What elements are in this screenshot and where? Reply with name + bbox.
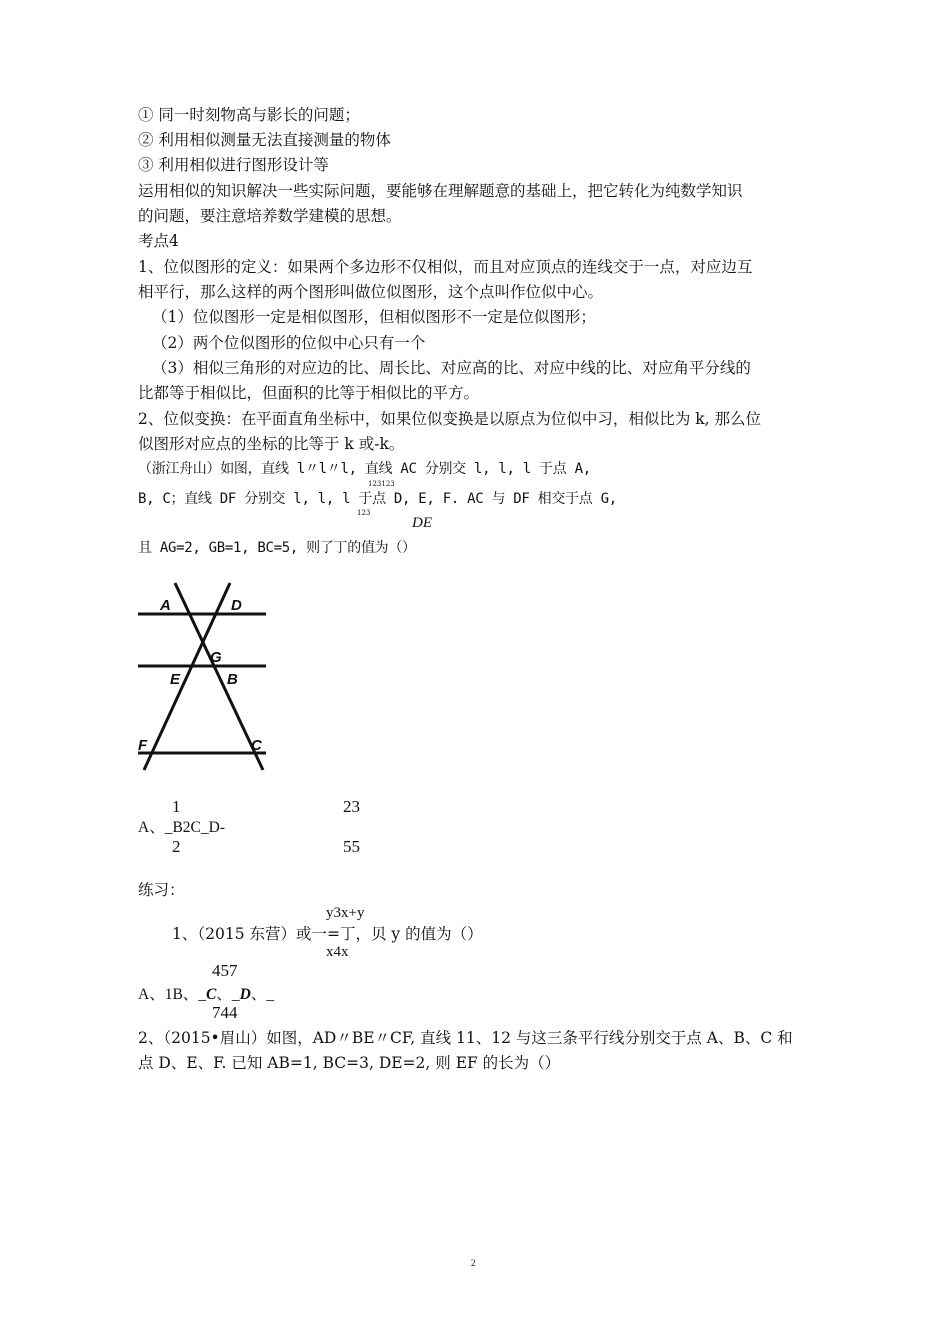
problem-text: B, C；直线 DF 分别交 l, l, l 于点 D, E, F. AC 与 DF 相交于点 G,	[138, 491, 617, 507]
point-label-b: B	[227, 671, 238, 688]
answer-options: A、_B2C_D-	[138, 819, 225, 836]
text-line: 1、位似图形的定义：如果两个多边形不仅相似，而且对应顶点的连线交于一点，对应边互	[138, 258, 753, 276]
option-numerator: 23	[343, 797, 360, 816]
parallel-lines-figure	[130, 580, 280, 780]
text-line: （1）位似图形一定是相似图形，但相似图形不一定是位似图形；	[152, 308, 596, 326]
fraction-denominator: x4x	[326, 944, 349, 960]
text-line: （3）相似三角形的对应边的比、周长比、对应高的比、对应中线的比、对应角平分线的	[152, 359, 751, 377]
fraction-denominator: DE	[412, 515, 432, 531]
point-label-a: A	[160, 597, 171, 614]
page-number: 2	[471, 1258, 476, 1268]
option-denominator: 2	[172, 837, 181, 856]
point-label-f: F	[138, 737, 148, 754]
problem-text: 点 D、E、F. 已知 AB=1, BC=3, DE=2, 则 EF 的长为（）	[138, 1054, 561, 1072]
text-line: ① 同一时刻物高与影长的问题；	[138, 106, 360, 124]
section-heading: 考点4	[138, 232, 179, 250]
section-heading: 练习：	[138, 881, 185, 899]
fraction-numerator: y3x+y	[326, 905, 365, 921]
option-denominator: 55	[343, 837, 360, 856]
problem-text: 1、（2015 东营）或一=丁，贝 y 的值为（）	[172, 925, 483, 943]
point-label-c: C	[251, 737, 262, 754]
problem-text: （浙江舟山）如图，直线 l〃l〃l, 直线 AC 分别交 l, l, l 于点 A,	[138, 461, 591, 477]
subscript: 123	[357, 509, 371, 517]
text-line: （2）两个位似图形的位似中心只有一个	[152, 334, 426, 352]
problem-text: 且 AG=2, GB=1, BC=5, 则了丁的值为（）	[138, 540, 416, 556]
text-line: ③ 利用相似进行图形设计等	[138, 156, 329, 174]
answer-options: A、1B、_C、_D、_	[138, 986, 275, 1003]
text-line: 相平行，那么这样的两个图形叫做位似图形，这个点叫作位似中心。	[138, 283, 604, 301]
text-line: 比都等于相似比，但面积的比等于相似比的平方。	[138, 384, 480, 402]
problem-text: 2、（2015•眉山）如图，AD〃BE〃CF, 直线 11、12 与这三条平行线分别交于点 A、B、C 和	[138, 1029, 793, 1047]
text-line: ② 利用相似测量无法直接测量的物体	[138, 131, 391, 149]
option-denominator: 744	[212, 1003, 238, 1022]
point-label-g: G	[210, 649, 222, 666]
point-label-d: D	[231, 597, 242, 614]
option-numerator: 457	[212, 961, 238, 980]
option-numerator: 1	[172, 797, 181, 816]
text-line: 运用相似的知识解决一些实际问题，要能够在理解题意的基础上，把它转化为纯数学知识	[138, 182, 743, 200]
point-label-e: E	[170, 671, 181, 688]
text-line: 似图形对应点的坐标的比等于 k 或-k。	[138, 435, 405, 453]
text-line: 的问题，要注意培养数学建模的思想。	[138, 207, 402, 225]
text-line: 2、位似变换：在平面直角坐标中，如果位似变换是以原点为位似中习，相似比为 k, 那么位	[138, 410, 762, 428]
subscript: 123123	[368, 480, 395, 488]
